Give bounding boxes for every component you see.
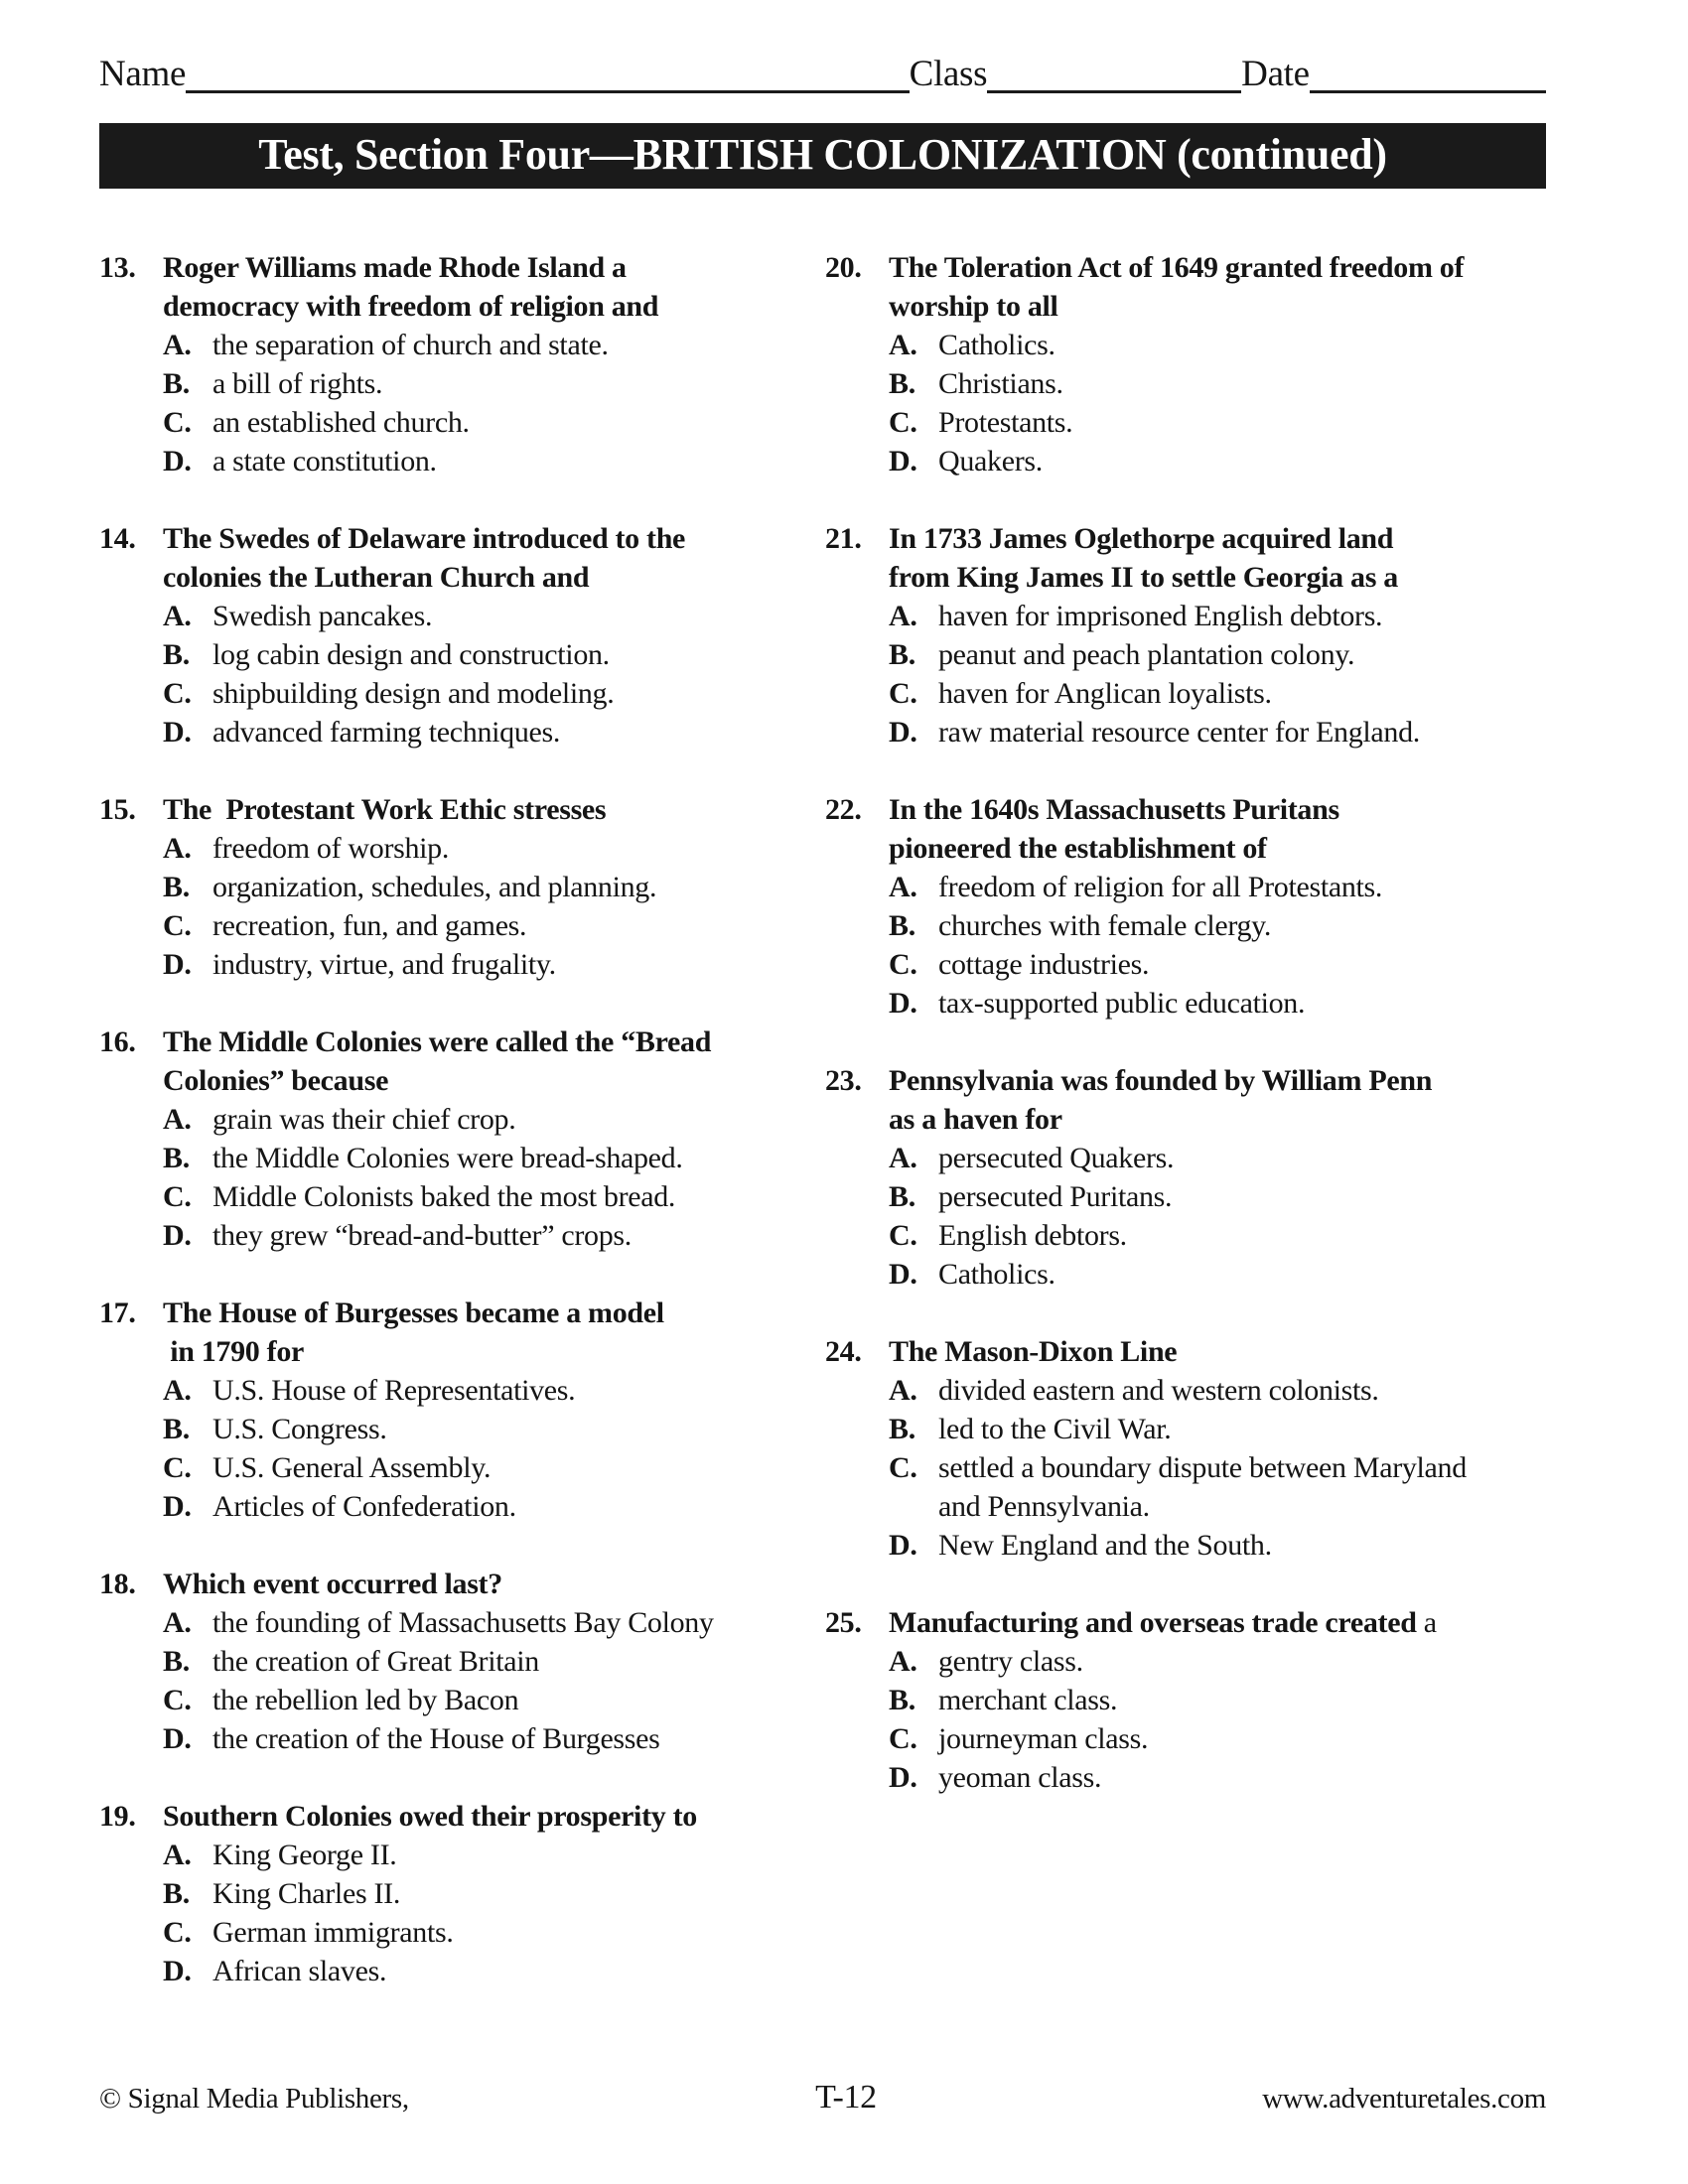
question-20-option-C — [889, 403, 1595, 442]
option-text — [212, 945, 809, 984]
question-20 — [825, 248, 1595, 480]
question-13-option-C — [163, 403, 809, 442]
question-18-number: 18. — [99, 1568, 136, 1600]
option-letter: D. — [889, 1529, 917, 1562]
option-text-line: led to the Civil War. — [938, 1413, 1172, 1445]
option-text-line: raw material resource center for England. — [938, 716, 1420, 749]
question-20-body — [889, 248, 1595, 480]
question-19-heading-line: Southern Colonies owed their prosperity to — [163, 1800, 697, 1833]
option-text-line: Quakers. — [938, 445, 1043, 478]
question-25-heading-line: Manufacturing and overseas trade created a — [889, 1606, 1437, 1639]
question-20-option-A — [889, 326, 1595, 364]
option-text — [938, 1719, 1595, 1758]
question-19-body — [163, 1797, 809, 1990]
option-text — [212, 868, 809, 906]
question-22-option-C — [889, 945, 1595, 984]
question-16-option-B — [163, 1139, 809, 1177]
option-letter: A. — [889, 329, 917, 361]
option-text — [938, 945, 1595, 984]
option-text-line: haven for imprisoned English debtors. — [938, 600, 1383, 632]
option-letter: D. — [889, 1258, 917, 1291]
option-letter: C. — [163, 1684, 192, 1716]
option-letter: D. — [163, 1722, 192, 1755]
option-text — [212, 1913, 809, 1952]
question-17-option-B — [163, 1410, 809, 1448]
option-text-line: settled a boundary dispute between Maryland — [938, 1451, 1467, 1484]
option-letter: D. — [889, 987, 917, 1020]
question-25-body — [889, 1603, 1595, 1797]
question-13-heading-line: Roger Williams made Rhode Island a — [163, 251, 627, 284]
question-25-option-C — [889, 1719, 1595, 1758]
option-text — [212, 1836, 809, 1874]
option-text-line: the rebellion led by Bacon — [212, 1684, 519, 1716]
option-text — [938, 1526, 1595, 1565]
option-letter: C. — [889, 1219, 917, 1252]
question-14-heading-line: The Swedes of Delaware introduced to the — [163, 522, 686, 555]
option-text — [212, 1952, 809, 1990]
question-25-number: 25. — [825, 1606, 862, 1639]
question-14-number: 14. — [99, 522, 136, 555]
option-text — [212, 403, 809, 442]
option-text — [212, 1177, 809, 1216]
question-15-option-C — [163, 906, 809, 945]
option-text-line: a state constitution. — [212, 445, 437, 478]
option-text — [938, 1448, 1595, 1526]
question-17-option-D — [163, 1487, 809, 1526]
option-letter: C. — [163, 909, 192, 942]
header-fill-in-row — [99, 56, 1546, 93]
option-text — [212, 635, 809, 674]
option-letter: C. — [889, 677, 917, 710]
option-letter: C. — [163, 677, 192, 710]
option-text-line: German immigrants. — [212, 1916, 454, 1949]
option-letter: B. — [163, 1413, 190, 1445]
option-text — [212, 364, 809, 403]
option-letter: D. — [163, 716, 192, 749]
question-17-option-C — [163, 1448, 809, 1487]
option-letter: A. — [163, 1839, 192, 1871]
option-text-line: the creation of the House of Burgesses — [212, 1722, 660, 1755]
option-text-line: New England and the South. — [938, 1529, 1272, 1562]
question-13-body — [163, 248, 809, 480]
option-text — [938, 326, 1595, 364]
question-22-option-D — [889, 984, 1595, 1023]
question-21-option-D — [889, 713, 1595, 751]
option-letter: C. — [889, 1722, 917, 1755]
question-19-option-C — [163, 1913, 809, 1952]
option-text-line: industry, virtue, and frugality. — [212, 948, 556, 981]
question-18-option-D — [163, 1719, 809, 1758]
option-text-line: churches with female clergy. — [938, 909, 1272, 942]
option-letter: B. — [889, 909, 915, 942]
option-text-line: the founding of Massachusetts Bay Colony — [212, 1606, 714, 1639]
option-text — [938, 1216, 1595, 1255]
option-letter: B. — [163, 1645, 190, 1678]
option-letter: D. — [889, 1761, 917, 1794]
option-letter: A. — [889, 1645, 917, 1678]
option-letter: B. — [163, 871, 190, 903]
option-text-line: tax-supported public education. — [938, 987, 1306, 1020]
option-text — [938, 1681, 1595, 1719]
footer-website: www.adventuretales.com — [1262, 2083, 1546, 2115]
option-text-line: cottage industries. — [938, 948, 1150, 981]
question-24-number: 24. — [825, 1335, 862, 1368]
option-letter: A. — [163, 832, 192, 865]
question-13-option-A — [163, 326, 809, 364]
question-14 — [99, 519, 809, 751]
question-17-option-A — [163, 1371, 809, 1410]
question-18-heading-line: Which event occurred last? — [163, 1568, 502, 1600]
option-text-line: peanut and peach plantation colony. — [938, 638, 1355, 671]
question-21-option-A — [889, 597, 1595, 635]
option-text-line: persecuted Quakers. — [938, 1142, 1175, 1174]
option-text-line: Articles of Confederation. — [212, 1490, 516, 1523]
questions-left-column — [99, 248, 809, 2029]
option-text — [212, 906, 809, 945]
option-text-line: Catholics. — [938, 329, 1055, 361]
option-text-line: Middle Colonists baked the most bread. — [212, 1180, 676, 1213]
option-text — [938, 635, 1595, 674]
option-text — [938, 1371, 1595, 1410]
question-21-number: 21. — [825, 522, 862, 555]
question-17-heading-line: in 1790 for — [163, 1335, 304, 1368]
question-24-heading-line: The Mason-Dixon Line — [889, 1335, 1178, 1368]
option-text-line: U.S. General Assembly. — [212, 1451, 492, 1484]
option-text — [212, 326, 809, 364]
question-16-body — [163, 1023, 809, 1255]
option-letter: D. — [163, 1219, 192, 1252]
option-text-line: Swedish pancakes. — [212, 600, 433, 632]
option-letter: B. — [889, 1180, 915, 1213]
question-19-option-B — [163, 1874, 809, 1913]
question-18-option-A — [163, 1603, 809, 1642]
option-text — [212, 1216, 809, 1255]
option-letter: D. — [163, 445, 192, 478]
question-19-option-A — [163, 1836, 809, 1874]
option-letter: A. — [889, 600, 917, 632]
question-16-option-D — [163, 1216, 809, 1255]
option-text-line: journeyman class. — [938, 1722, 1149, 1755]
question-23-heading-line: Pennsylvania was founded by William Penn — [889, 1064, 1433, 1097]
question-23-option-A — [889, 1139, 1595, 1177]
question-18 — [99, 1565, 809, 1758]
option-letter: B. — [163, 638, 190, 671]
question-18-option-C — [163, 1681, 809, 1719]
option-text — [212, 442, 809, 480]
question-14-option-C — [163, 674, 809, 713]
question-18-body — [163, 1565, 809, 1758]
option-letter: A. — [889, 871, 917, 903]
option-text-line: King George II. — [212, 1839, 397, 1871]
question-23 — [825, 1061, 1595, 1294]
option-text — [212, 1100, 809, 1139]
question-13-number: 13. — [99, 251, 136, 284]
option-letter: C. — [889, 1451, 917, 1484]
option-letter: A. — [889, 1374, 917, 1407]
question-17-number: 17. — [99, 1297, 136, 1329]
question-23-heading-line: as a haven for — [889, 1103, 1062, 1136]
question-25 — [825, 1603, 1595, 1797]
option-text-line: Christians. — [938, 367, 1063, 400]
question-22-heading-line: pioneered the establishment of — [889, 832, 1267, 865]
question-25-option-A — [889, 1642, 1595, 1681]
question-16 — [99, 1023, 809, 1255]
option-text — [212, 1719, 809, 1758]
option-text — [212, 674, 809, 713]
option-text-line: an established church. — [212, 406, 470, 439]
option-letter: D. — [889, 716, 917, 749]
question-23-option-B — [889, 1177, 1595, 1216]
footer-page-number: T-12 — [815, 2079, 877, 2116]
option-text — [212, 1642, 809, 1681]
option-letter: C. — [889, 406, 917, 439]
question-13-option-D — [163, 442, 809, 480]
option-text — [938, 713, 1595, 751]
option-text-line: persecuted Puritans. — [938, 1180, 1173, 1213]
option-text — [212, 829, 809, 868]
class-label: Class — [909, 54, 988, 94]
question-14-option-D — [163, 713, 809, 751]
option-letter: B. — [889, 1684, 915, 1716]
option-text — [938, 442, 1595, 480]
option-text — [212, 1681, 809, 1719]
question-21-option-C — [889, 674, 1595, 713]
date-label: Date — [1241, 54, 1310, 94]
question-20-option-D — [889, 442, 1595, 480]
question-24-body — [889, 1332, 1595, 1565]
question-13-option-B — [163, 364, 809, 403]
option-text-line: the creation of Great Britain — [212, 1645, 539, 1678]
option-letter: C. — [163, 1180, 192, 1213]
option-text-line: organization, schedules, and planning. — [212, 871, 657, 903]
option-text — [938, 1177, 1595, 1216]
question-16-number: 16. — [99, 1025, 136, 1058]
option-text-line: U.S. House of Representatives. — [212, 1374, 576, 1407]
option-text — [212, 597, 809, 635]
option-text — [938, 868, 1595, 906]
option-letter: C. — [889, 948, 917, 981]
option-letter: D. — [163, 1955, 192, 1987]
option-text-line: shipbuilding design and modeling. — [212, 677, 615, 710]
option-text-line: advanced farming techniques. — [212, 716, 561, 749]
question-24-option-B — [889, 1410, 1595, 1448]
option-text — [212, 713, 809, 751]
option-text-line: African slaves. — [212, 1955, 387, 1987]
option-letter: B. — [889, 367, 915, 400]
option-text-line: the separation of church and state. — [212, 329, 609, 361]
option-letter: B. — [889, 1413, 915, 1445]
option-text — [212, 1410, 809, 1448]
option-text-line: recreation, fun, and games. — [212, 909, 527, 942]
question-24-option-C — [889, 1448, 1595, 1526]
option-text — [938, 364, 1595, 403]
option-letter: A. — [163, 1103, 192, 1136]
option-letter: C. — [163, 1916, 192, 1949]
option-text-line: grain was their chief crop. — [212, 1103, 516, 1136]
option-letter: A. — [163, 600, 192, 632]
question-20-number: 20. — [825, 251, 862, 284]
question-14-heading-line: colonies the Lutheran Church and — [163, 561, 590, 594]
option-text — [938, 906, 1595, 945]
option-text-line: log cabin design and construction. — [212, 638, 610, 671]
option-text-line: U.S. Congress. — [212, 1413, 387, 1445]
option-letter: B. — [163, 367, 190, 400]
question-15-heading-line: The Protestant Work Ethic stresses — [163, 793, 607, 826]
option-text-line: King Charles II. — [212, 1877, 401, 1910]
question-15-body — [163, 790, 809, 984]
question-23-body — [889, 1061, 1595, 1294]
option-letter: B. — [889, 638, 915, 671]
question-17-heading-line: The House of Burgesses became a model — [163, 1297, 664, 1329]
option-text — [212, 1139, 809, 1177]
option-letter: D. — [163, 1490, 192, 1523]
question-22-number: 22. — [825, 793, 862, 826]
question-22-option-B — [889, 906, 1595, 945]
option-text-line: freedom of worship. — [212, 832, 450, 865]
option-text-line: they grew “bread-and-butter” crops. — [212, 1219, 632, 1252]
option-text — [212, 1448, 809, 1487]
option-letter: C. — [163, 1451, 192, 1484]
class-fill-line — [987, 78, 1241, 93]
option-text-line: gentry class. — [938, 1645, 1083, 1678]
question-21-option-B — [889, 635, 1595, 674]
option-text-line: yeoman class. — [938, 1761, 1102, 1794]
option-text — [938, 1642, 1595, 1681]
question-23-option-C — [889, 1216, 1595, 1255]
question-21-body — [889, 519, 1595, 751]
option-text — [938, 1255, 1595, 1294]
option-text — [938, 674, 1595, 713]
option-text — [938, 403, 1595, 442]
question-23-number: 23. — [825, 1064, 862, 1097]
question-22-heading-line: In the 1640s Massachusetts Puritans — [889, 793, 1339, 826]
option-letter: B. — [163, 1877, 190, 1910]
question-14-option-A — [163, 597, 809, 635]
footer-publisher: © Signal Media Publishers, — [99, 2083, 409, 2115]
option-text — [212, 1371, 809, 1410]
question-16-heading-line: The Middle Colonies were called the “Bread — [163, 1025, 712, 1058]
name-fill-line — [186, 78, 910, 93]
option-text — [938, 1139, 1595, 1177]
question-16-heading-line: Colonies” because — [163, 1064, 389, 1097]
option-letter: A. — [889, 1142, 917, 1174]
option-text — [212, 1487, 809, 1526]
option-text — [938, 984, 1595, 1023]
question-15-option-D — [163, 945, 809, 984]
option-text-line: Catholics. — [938, 1258, 1055, 1291]
question-20-heading-line: worship to all — [889, 290, 1058, 323]
question-22-option-A — [889, 868, 1595, 906]
question-24-option-A — [889, 1371, 1595, 1410]
option-text — [938, 597, 1595, 635]
question-17-body — [163, 1294, 809, 1526]
question-22-body — [889, 790, 1595, 1023]
question-16-option-A — [163, 1100, 809, 1139]
question-25-heading-suffix: a — [1416, 1606, 1437, 1639]
option-letter: C. — [163, 406, 192, 439]
question-15 — [99, 790, 809, 984]
option-letter: B. — [163, 1142, 190, 1174]
question-19 — [99, 1797, 809, 1990]
question-16-option-C — [163, 1177, 809, 1216]
option-text — [212, 1874, 809, 1913]
question-14-body — [163, 519, 809, 751]
question-20-option-B — [889, 364, 1595, 403]
question-20-heading-line: The Toleration Act of 1649 granted freedom of — [889, 251, 1465, 284]
option-text-line: a bill of rights. — [212, 367, 383, 400]
option-text-line: English debtors. — [938, 1219, 1127, 1252]
question-15-option-B — [163, 868, 809, 906]
option-text-line: Protestants. — [938, 406, 1073, 439]
option-letter: D. — [889, 445, 917, 478]
question-17 — [99, 1294, 809, 1526]
name-label: Name — [99, 54, 187, 94]
question-19-number: 19. — [99, 1800, 136, 1833]
question-25-option-B — [889, 1681, 1595, 1719]
option-letter: A. — [163, 329, 192, 361]
option-letter: A. — [163, 1374, 192, 1407]
question-22 — [825, 790, 1595, 1023]
question-24 — [825, 1332, 1595, 1565]
question-14-option-B — [163, 635, 809, 674]
question-21 — [825, 519, 1595, 751]
option-text — [938, 1758, 1595, 1797]
question-23-option-D — [889, 1255, 1595, 1294]
question-18-option-B — [163, 1642, 809, 1681]
question-21-heading-line: In 1733 James Oglethorpe acquired land — [889, 522, 1394, 555]
question-19-option-D — [163, 1952, 809, 1990]
option-text-line: divided eastern and western colonists. — [938, 1374, 1379, 1407]
option-text-line: haven for Anglican loyalists. — [938, 677, 1272, 710]
option-text — [938, 1410, 1595, 1448]
date-fill-line — [1310, 78, 1546, 93]
question-13 — [99, 248, 809, 480]
option-letter: D. — [163, 948, 192, 981]
option-text-line: merchant class. — [938, 1684, 1118, 1716]
option-text-line: the Middle Colonies were bread-shaped. — [212, 1142, 683, 1174]
option-text-line: freedom of religion for all Protestants. — [938, 871, 1383, 903]
question-15-option-A — [163, 829, 809, 868]
option-text — [212, 1603, 809, 1642]
question-21-heading-line: from King James II to settle Georgia as a — [889, 561, 1398, 594]
question-25-option-D — [889, 1758, 1595, 1797]
question-15-number: 15. — [99, 793, 136, 826]
option-letter: A. — [163, 1606, 192, 1639]
question-24-option-D — [889, 1526, 1595, 1565]
question-13-heading-line: democracy with freedom of religion and — [163, 290, 659, 323]
option-text-line: and Pennsylvania. — [938, 1490, 1150, 1523]
section-title-banner: Test, Section Four—BRITISH COLONIZATION (continued) — [99, 123, 1546, 189]
questions-right-column — [825, 248, 1595, 1836]
